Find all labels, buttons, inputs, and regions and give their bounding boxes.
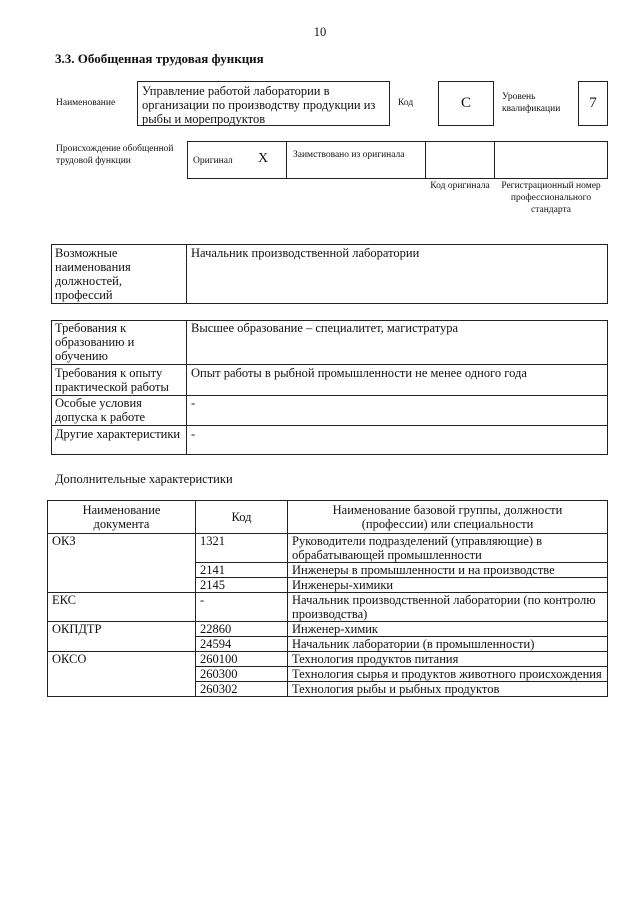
original-label: Оригинал [193, 156, 233, 166]
page-number: 10 [313, 25, 327, 39]
doc-cell [48, 682, 196, 697]
req-other-value: - [191, 427, 196, 441]
name-cell: Инженеры в промышленности и на производстве [288, 563, 608, 578]
level-label: Уровень квалификации [502, 92, 561, 114]
code-cell: 2145 [196, 578, 288, 593]
code-value [438, 81, 494, 126]
table-row [48, 637, 608, 652]
name-cell: Начальник производственной лаборатории (по контролю производства) [288, 593, 608, 622]
doc-cell: ОКСО [48, 652, 196, 667]
code-cell: 1321 [196, 534, 288, 563]
code-cell: 260300 [196, 667, 288, 682]
additional-title: Дополнительные характеристики [55, 472, 233, 486]
req-experience-label: Требования к опыту практической работы [55, 366, 169, 394]
code-label: Код [398, 98, 414, 108]
doc-cell [48, 563, 196, 578]
name-cell: Инженер-химик [288, 622, 608, 637]
table-row [48, 622, 608, 637]
name-cell: Технология рыбы и рыбных продуктов [288, 682, 608, 697]
level-value-text: 7 [589, 95, 597, 111]
code-cell: 260100 [196, 652, 288, 667]
col-code-header: Код [196, 501, 288, 534]
positions-label: Возможные наименования должностей, профессий [55, 246, 131, 302]
code-value-text: С [460, 95, 471, 111]
table-header-row [48, 501, 608, 534]
name-cell: Технология продуктов питания [288, 652, 608, 667]
doc-cell [48, 578, 196, 593]
code-cell: 260302 [196, 682, 288, 697]
doc-cell: ОКЗ [48, 534, 196, 563]
original-mark: Х [258, 151, 269, 166]
reg-number-caption: Регистрационный номер профессионального стандарта [501, 181, 601, 215]
code-cell: 2141 [196, 563, 288, 578]
doc-cell [48, 667, 196, 682]
doc-cell: ОКПДТР [48, 622, 196, 637]
req-experience-value: Опыт работы в рыбной промышленности не менее одного года [191, 366, 527, 380]
code-cell: 24594 [196, 637, 288, 652]
code-original-caption: Код оригинала [430, 181, 490, 191]
borrowed-label: Заимствовано из оригинала [293, 150, 405, 160]
positions-value: Начальник производственной лаборатории [191, 246, 420, 260]
name-cell: Инженеры-химики [288, 578, 608, 593]
code-cell: - [196, 593, 288, 622]
code-cell: 22860 [196, 622, 288, 637]
table-row [48, 534, 608, 563]
name-label: Наименование [56, 98, 116, 108]
table-row [48, 578, 608, 593]
table-row [48, 682, 608, 697]
table-row [48, 667, 608, 682]
origin-label: Происхождение обобщенной трудовой функции [56, 144, 174, 166]
table-row [48, 563, 608, 578]
req-conditions-label: Особые условия допуска к работе [55, 396, 146, 424]
doc-cell: ЕКС [48, 593, 196, 622]
col-name-header: Наименование базовой группы, должности (профессии) или специальности [288, 501, 608, 534]
req-education-label: Требования к образованию и обучению [55, 321, 135, 363]
name-cell: Технология сырья и продуктов животного происхождения [288, 667, 608, 682]
additional-table [47, 500, 608, 697]
name-value-text: Управление работой лаборатории в организации по производству продукции из рыбы и морепродуктов [142, 84, 376, 126]
req-other-label: Другие характеристики [55, 427, 181, 441]
name-cell: Руководители подразделений (управляющие) в обрабатывающей промышленности [288, 534, 608, 563]
section-title: 3.3. Обобщенная трудовая функция [55, 51, 264, 66]
col-doc-header: Наименование документа [48, 501, 196, 534]
name-cell: Начальник лаборатории (в промышленности) [288, 637, 608, 652]
level-value [578, 81, 608, 126]
table-row [48, 593, 608, 622]
req-education-value: Высшее образование – специалитет, магистратура [191, 321, 459, 335]
doc-cell [48, 637, 196, 652]
req-conditions-value: - [191, 396, 196, 410]
name-value [137, 81, 390, 126]
table-row [48, 652, 608, 667]
